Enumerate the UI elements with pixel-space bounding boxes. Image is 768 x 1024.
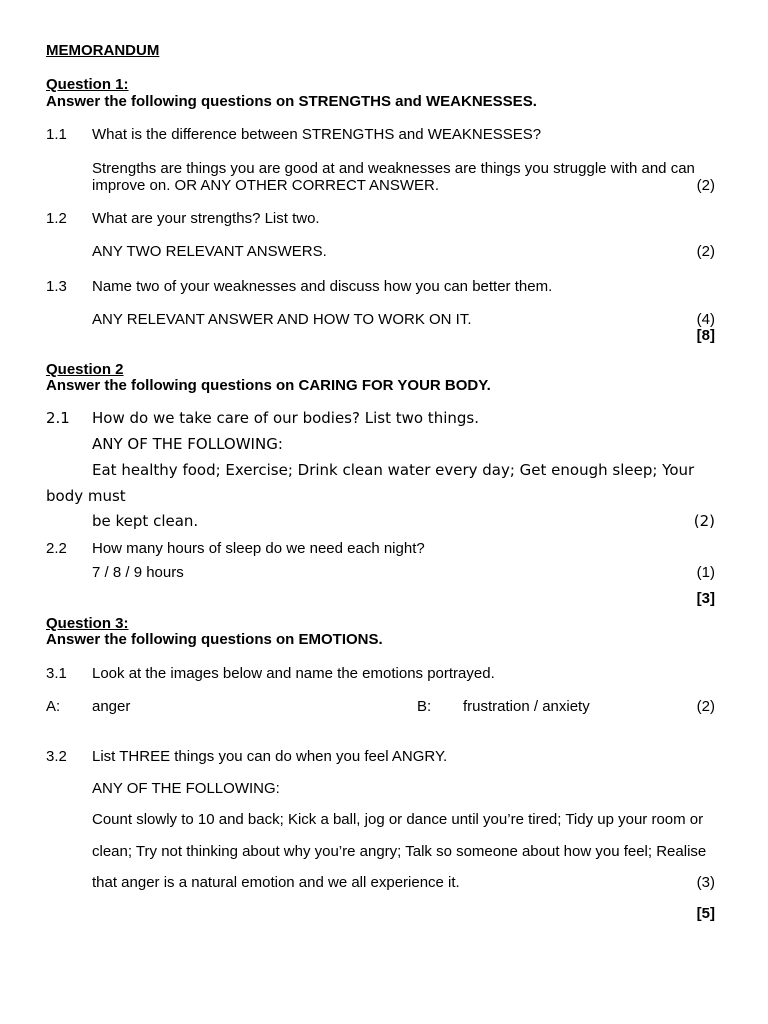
question-number: 2.1 — [46, 409, 70, 427]
question-2-heading: Question 2 — [46, 361, 124, 378]
question-number: 3.1 — [46, 665, 67, 682]
marks: (3) — [696, 874, 715, 891]
marks: (2) — [696, 177, 715, 194]
marks: (2) — [696, 243, 715, 260]
answer-b: frustration / anxiety — [463, 698, 590, 715]
answer-text: 7 / 8 / 9 hours — [92, 564, 184, 581]
question-text: Name two of your weaknesses and discuss how you can better them. — [92, 278, 553, 295]
question-text: What are your strengths? List two. — [92, 210, 320, 227]
question-2-instruction: Answer the following questions on CARING FOR YOUR BODY. — [46, 377, 491, 394]
question-number: 2.2 — [46, 540, 67, 557]
answer-text: improve on. OR ANY OTHER CORRECT ANSWER. — [92, 177, 440, 194]
question-1-instruction: Answer the following questions on STRENGTHS and WEAKNESSES. — [46, 93, 537, 110]
question-number: 3.2 — [46, 748, 67, 765]
question-text: What is the difference between STRENGTHS and WEAKNESSES? — [92, 126, 542, 143]
marks: (2) — [693, 512, 715, 530]
answer-text: body must — [46, 487, 126, 505]
marks: (2) — [696, 698, 715, 715]
question-total: [3] — [696, 590, 715, 607]
question-number: 1.1 — [46, 126, 67, 143]
answer-text: Count slowly to 10 and back; Kick a ball, jog or dance until you’re tired; Tidy up your room or — [92, 811, 704, 828]
answer-label-b: B: — [417, 698, 432, 715]
question-text: List THREE things you can do when you feel ANGRY. — [92, 748, 448, 765]
answer-text: that anger is a natural emotion and we all experience it. — [92, 874, 460, 891]
answer-text: ANY TWO RELEVANT ANSWERS. — [92, 243, 327, 260]
marks: (1) — [696, 564, 715, 581]
question-text: How do we take care of our bodies? List two things. — [92, 409, 479, 427]
answer-text: Strengths are things you are good at and weaknesses are things you struggle with and can — [92, 160, 695, 177]
answer-intro: ANY OF THE FOLLOWING: — [92, 435, 283, 453]
question-number: 1.2 — [46, 210, 67, 227]
answer-text: be kept clean. — [92, 512, 199, 530]
marks: (4) — [696, 311, 715, 328]
answer-text: clean; Try not thinking about why you’re angry; Talk so someone about how you feel; Realise — [92, 843, 707, 860]
question-text: Look at the images below and name the emotions portrayed. — [92, 665, 495, 682]
question-1-heading: Question 1: — [46, 76, 129, 93]
answer-label-a: A: — [46, 698, 61, 715]
memorandum-title: MEMORANDUM — [46, 42, 160, 59]
question-3-heading: Question 3: — [46, 615, 129, 632]
question-number: 1.3 — [46, 278, 67, 295]
question-3-instruction: Answer the following questions on EMOTIONS. — [46, 631, 383, 648]
answer-text: ANY RELEVANT ANSWER AND HOW TO WORK ON IT. — [92, 311, 472, 328]
answer-text: Eat healthy food; Exercise; Drink clean water every day; Get enough sleep; Your — [92, 461, 695, 479]
question-total: [8] — [696, 327, 715, 344]
question-total: [5] — [696, 905, 715, 922]
answer-a: anger — [92, 698, 131, 715]
question-text: How many hours of sleep do we need each night? — [92, 540, 425, 557]
answer-intro: ANY OF THE FOLLOWING: — [92, 780, 280, 797]
